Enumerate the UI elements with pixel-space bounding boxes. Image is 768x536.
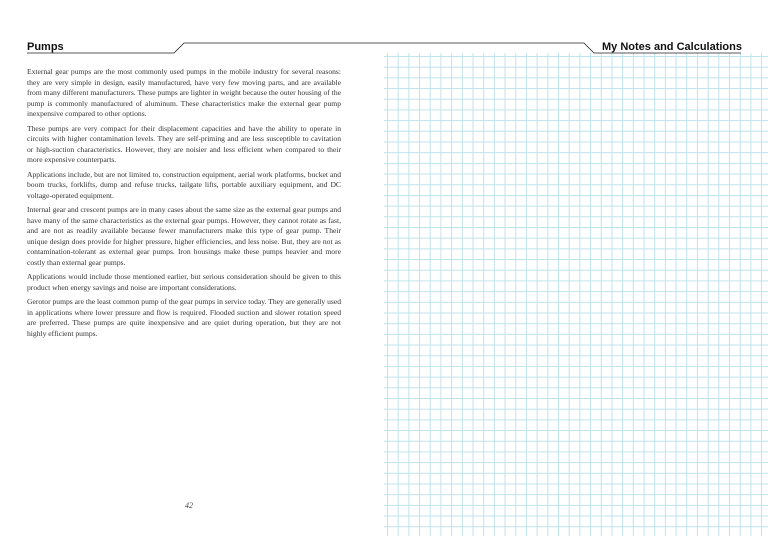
paragraph-gerotor: Gerotor pumps are the least common pump of the gear pumps in service today. They are generally used in applications where lower pressure and flow is required. Flooded suction and slower rotation speed are preferred. These pumps are quite inexpensive and are quiet during operation, but they are not highly efficient pumps. xyxy=(27,297,341,338)
notes-grid xyxy=(384,53,768,536)
section-title: Pumps xyxy=(27,41,64,53)
paragraph-external-gear: External gear pumps are the most commonly used pumps in the mobile industry for several reasons: they are very simple in design, easily manufactured, have very few moving parts, and are available from many different manufacturers. These pumps are lighter in weight because the outer housing of the pump is commonly manufactured of aluminum. These characteristics make the external gear pump inexpensive compared to other options. xyxy=(27,67,341,118)
page-number: 42 xyxy=(185,501,193,510)
notes-title: My Notes and Calculations xyxy=(602,41,742,53)
paragraph-internal-gear: Internal gear and crescent pumps are in many cases about the same size as the external gear pumps and have many of the same characteristics as the external gear pumps. However, they cannot rotate as fast, and are not as readily available because fewer manufacturers make this type of gear pump. Their unique design does provide for higher pressure, higher efficiencies, and less noise. But, they are not as contamination-tolerant as external gear pumps. Iron housings make these pumps heavier and more costly than external gear pumps. xyxy=(27,205,341,267)
paragraph-applications: Applications include, but are not limited to, construction equipment, aerial work platforms, bucket and boom trucks, forklifts, dump and refuse trucks, tailgate lifts, portable auxiliary equipment, and DC voltage-operated equipment. xyxy=(27,169,341,200)
paragraph-compact: These pumps are very compact for their displacement capacities and have the ability to operate in circuits with higher contamination levels. They are self-priming and are less susceptible to cavitation or high-suction characteristics. However, they are noisier and less efficient when compared to their more expensive counterparts. xyxy=(27,123,341,164)
paragraph-applications-internal: Applications would include those mentioned earlier, but serious consideration should be given to this product when energy savings and noise are important considerations. xyxy=(27,272,341,292)
body-text xyxy=(27,67,341,343)
